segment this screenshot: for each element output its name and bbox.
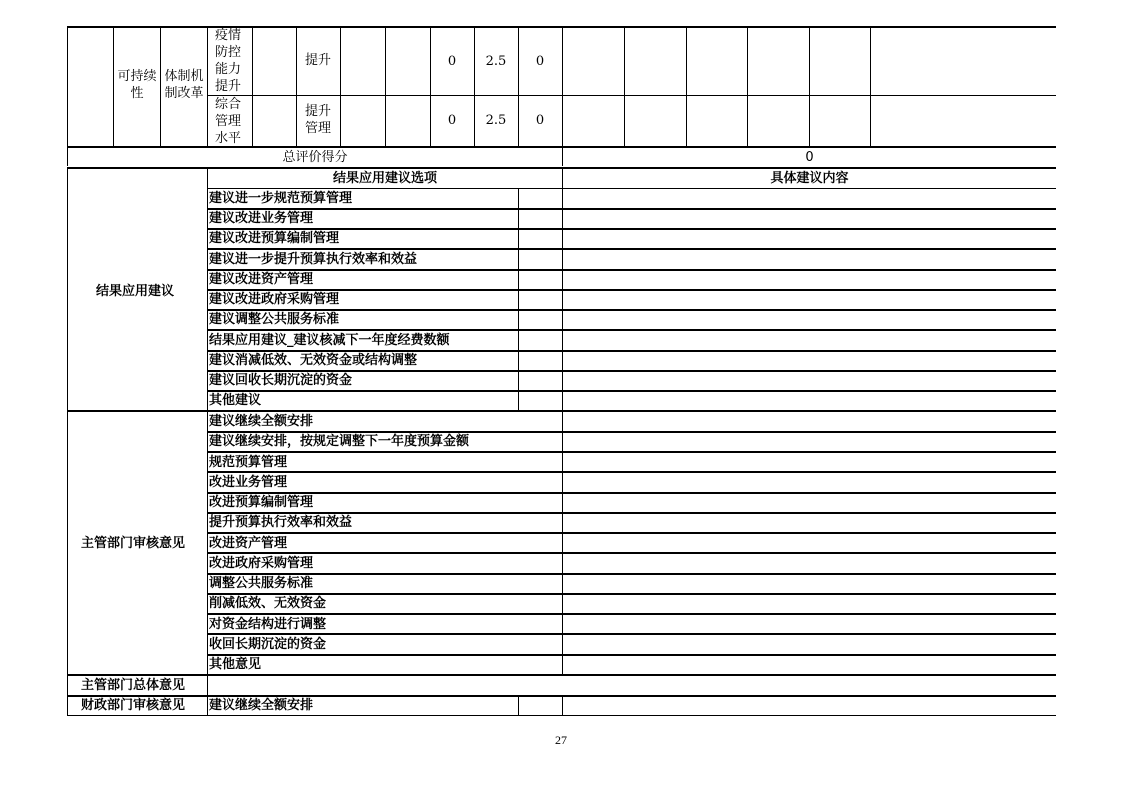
review-option: 削减低效、无效资金 [209, 596, 327, 611]
indicator-line: 能力 [215, 62, 242, 77]
column-divider [562, 188, 563, 411]
row-divider [207, 390, 1056, 392]
indicator-line: 提升 [215, 79, 242, 94]
indicator-line: 防控 [215, 45, 242, 60]
value-c: 0 [535, 54, 545, 69]
column-divider [296, 26, 297, 146]
column-divider [624, 26, 625, 146]
column-divider [870, 26, 871, 146]
column-divider [518, 188, 519, 411]
row-divider [207, 532, 1056, 534]
category-label [161, 68, 207, 102]
row-divider [207, 269, 1056, 271]
indicator-line: 综合 [215, 97, 242, 112]
column-divider [207, 26, 208, 146]
target-line: 提升 [305, 53, 332, 68]
row-divider [207, 654, 1056, 656]
column-divider [686, 26, 687, 146]
review-option: 收回长期沉淀的资金 [209, 637, 327, 652]
column-divider [252, 26, 253, 146]
column-divider [340, 26, 341, 146]
finance-option: 建议继续全额安排 [209, 698, 314, 713]
category-label-line: 制改革 [164, 86, 204, 101]
row-divider [207, 95, 1056, 96]
value-c: 0 [535, 113, 545, 128]
review-section-label: 主管部门审核意见 [81, 536, 186, 551]
row-divider [207, 633, 1056, 635]
section-divider [67, 674, 1056, 676]
row-divider [207, 188, 1056, 189]
indicator-label [215, 27, 251, 95]
total-score-value: 0 [805, 150, 814, 165]
target-label [305, 52, 331, 69]
column-divider [747, 26, 748, 146]
dimension-label-line: 可持续 [117, 69, 157, 84]
results-option: 建议改进政府采购管理 [209, 292, 340, 307]
results-option: 建议改进业务管理 [209, 211, 314, 226]
indicator-label [215, 96, 251, 146]
column-divider [67, 26, 68, 146]
indicator-line: 水平 [215, 131, 242, 146]
page-number: 27 [555, 733, 567, 747]
target-line: 管理 [305, 121, 332, 136]
results-option: 建议改进资产管理 [209, 272, 314, 287]
dimension-label-line: 性 [130, 86, 144, 101]
row-divider [207, 471, 1056, 473]
review-option: 建议继续安排，按规定调整下一年度预算金额 [209, 434, 470, 449]
table-bottom-border [67, 715, 1056, 716]
results-option: 结果应用建议_建议核减下一年度经费数额 [209, 333, 450, 348]
value-b: 2.5 [485, 54, 507, 69]
results-option: 建议回收长期沉淀的资金 [209, 373, 353, 388]
category-label-line: 体制机 [164, 69, 204, 84]
value-a: 0 [447, 54, 457, 69]
column-divider [562, 26, 563, 146]
target-line: 提升 [305, 104, 332, 119]
review-option: 其他意见 [209, 657, 262, 672]
row-divider [207, 593, 1056, 595]
options-header: 结果应用建议选项 [332, 171, 437, 186]
indicator-line: 疫情 [215, 28, 242, 43]
row-divider [207, 248, 1056, 250]
column-divider [385, 26, 386, 146]
results-option: 建议进一步提升预算执行效率和效益 [209, 252, 418, 267]
row-divider [207, 613, 1056, 615]
results-option: 其他建议 [209, 393, 262, 408]
review-option: 提升预算执行效率和效益 [209, 515, 353, 530]
review-option: 调整公共服务标准 [209, 576, 314, 591]
column-divider [562, 696, 563, 716]
row-divider [207, 329, 1056, 331]
review-option: 改进资产管理 [209, 536, 288, 551]
results-section-label: 结果应用建议 [96, 284, 175, 299]
review-option: 改进政府采购管理 [209, 556, 314, 571]
results-option: 建议进一步规范预算管理 [209, 191, 353, 206]
row-divider [207, 208, 1056, 210]
review-option: 改进预算编制管理 [209, 495, 314, 510]
review-option: 规范预算管理 [209, 455, 288, 470]
content-header: 具体建议内容 [770, 171, 849, 186]
value-b: 2.5 [485, 113, 507, 128]
finance-section-label: 财政部门审核意见 [81, 698, 186, 713]
value-a: 0 [447, 113, 457, 128]
row-divider [207, 451, 1056, 453]
review-option: 建议继续全额安排 [209, 414, 314, 429]
review-option: 对资金结构进行调整 [209, 617, 327, 632]
indicator-line: 管理 [215, 114, 242, 129]
left-border [67, 168, 68, 716]
results-option: 建议消减低效、无效资金或结构调整 [209, 353, 418, 368]
target-label [305, 103, 331, 137]
review-option: 改进业务管理 [209, 475, 288, 490]
column-divider [809, 26, 810, 146]
row-divider [207, 492, 1056, 494]
results-option: 建议改进预算编制管理 [209, 231, 340, 246]
overall-opinion-label: 主管部门总体意见 [81, 678, 186, 693]
row-divider [207, 573, 1056, 575]
row-divider [207, 552, 1056, 554]
dimension-label [114, 68, 160, 102]
results-option: 建议调整公共服务标准 [209, 312, 340, 327]
column-divider [518, 696, 519, 716]
total-score-label: 总评价得分 [282, 150, 348, 165]
